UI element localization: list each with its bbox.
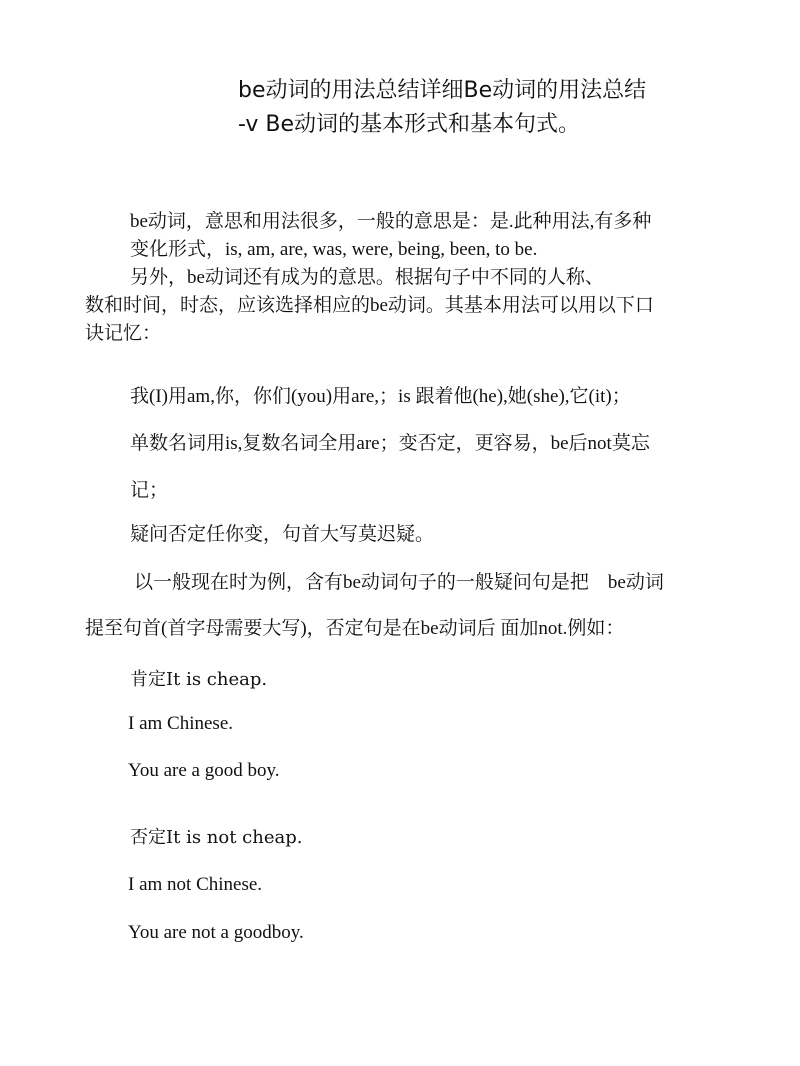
title-line-1: be动词的用法总结详细Be动词的用法总结 [238,78,647,103]
intro-line-3: 另外，be动词还有成为的意思。根据句子中不同的人称、 [130,267,604,288]
title-line-2: -v Be动词的基本形式和基本句式。 [238,112,580,137]
affirmative-example-1: I am Chinese. [128,713,234,734]
negative-label-line: 否定It is not cheap. [130,827,303,848]
affirmative-example-2: You are a good boy. [128,760,280,781]
negative-example-1: I am not Chinese. [128,874,263,895]
rhyme-line-2: 单数名词用is,复数名词全用are；变否定，更容易，be后not莫忘 [130,433,650,454]
negative-example-2: You are not a goodboy. [128,922,304,943]
rhyme-line-3: 记； [130,480,169,501]
rhyme-line-1: 我(I)用am,你，你们(you)用are,；is 跟着他(he),她(she),它(it)； [130,386,631,407]
explain-line-2: 提至句首(首字母需要大写)，否定句是在be动词后 面加not.例如： [85,618,625,639]
intro-line-1: be动词，意思和用法很多，一般的意思是：是.此种用法,有多种 [130,211,652,232]
intro-line-2: 变化形式，is, am, are, was, were, being, been, to be. [130,239,538,260]
rhyme-line-4: 疑问否定任你变，句首大写莫迟疑。 [130,524,435,545]
document-title [238,74,758,142]
explain-line-1: 以一般现在时为例，含有be动词句子的一般疑问句是把 be动词 [134,572,664,593]
intro-line-4: 数和时间，时态，应该选择相应的be动词。其基本用法可以用以下口 [85,295,654,316]
affirmative-label-line: 肯定It is cheap. [130,669,268,690]
intro-line-5: 诀记忆： [85,323,162,344]
